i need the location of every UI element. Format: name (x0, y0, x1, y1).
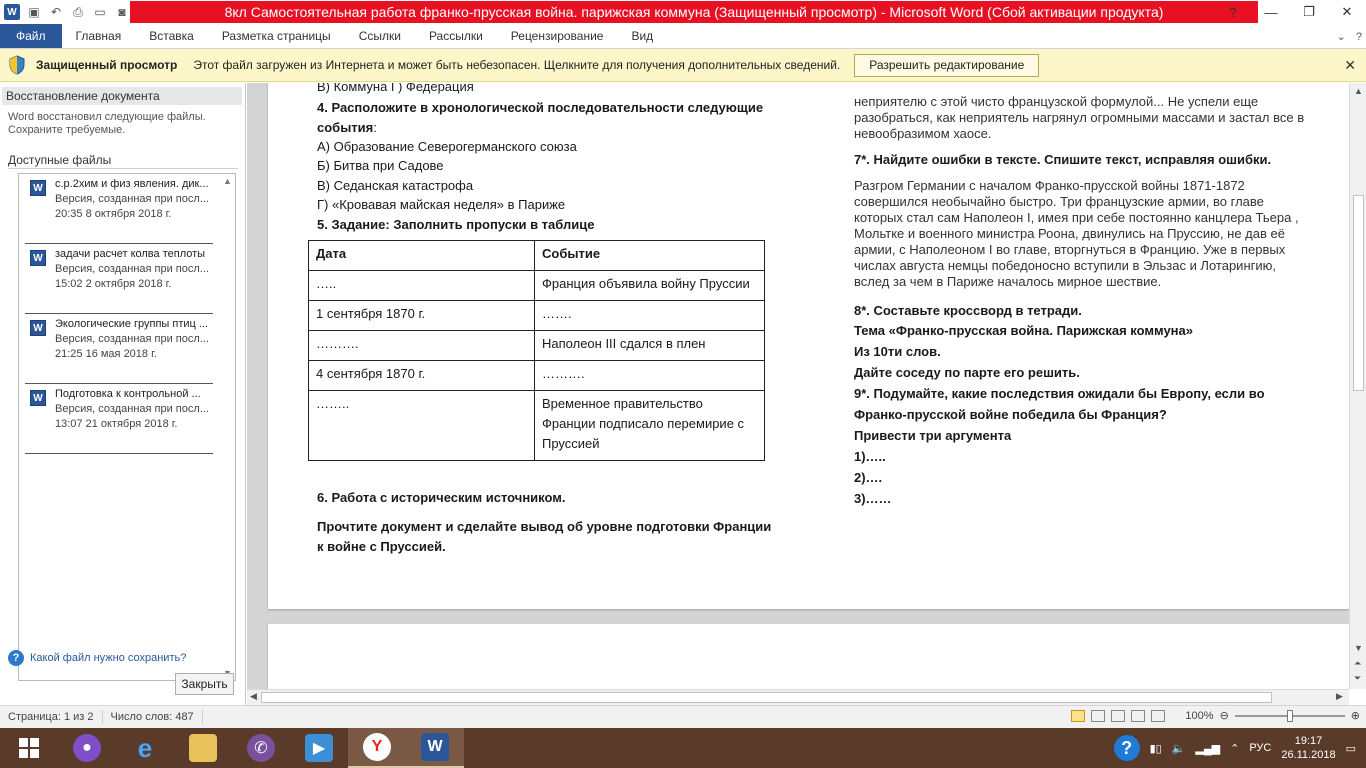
list-item[interactable] (25, 384, 213, 454)
table-header-row (309, 241, 765, 271)
q4-events-word: события (317, 120, 374, 135)
previous-page-icon[interactable]: ⏶ (1354, 658, 1362, 668)
zoom-level[interactable]: 100% (1185, 709, 1214, 722)
which-file-help-link[interactable] (8, 650, 186, 666)
window-controls (1214, 0, 1366, 24)
q4-colon: : (373, 120, 377, 135)
file-version: Версия, созданная при посл... (55, 333, 209, 345)
cut-text-line: В) Коммуна Г) Федерация (317, 83, 474, 94)
horizontal-scrollbar[interactable] (247, 689, 1349, 705)
word-icon: W (421, 733, 449, 761)
document-page-2[interactable] (268, 624, 1349, 689)
recovered-files-list (18, 173, 236, 681)
ribbon-expand-icon[interactable]: ⌄ (1336, 31, 1346, 43)
tab-review[interactable]: Рецензирование (510, 29, 604, 43)
undo-icon[interactable]: ↶ (50, 5, 62, 19)
vertical-scrollbar[interactable] (1349, 83, 1366, 689)
windows-logo-icon (19, 738, 39, 758)
scroll-left-icon[interactable]: ◀ (250, 691, 257, 701)
vertical-scroll-thumb[interactable] (1353, 195, 1364, 391)
q7-text-line: Разгром Германии с началом Франко-прусской войны 1871-1872 (854, 178, 1245, 193)
word-doc-icon: W (30, 390, 46, 406)
tab-mailings[interactable]: Рассылки (428, 29, 483, 43)
status-bar (0, 705, 1366, 728)
clock[interactable] (1281, 734, 1335, 762)
file-date: 13:07 21 октября 2018 г. (55, 418, 178, 430)
word-app-icon[interactable]: W (2, 2, 22, 22)
table-header-event: Событие (535, 241, 765, 271)
question-4-heading: 4. Расположите в хронологической последовательности следующие (317, 100, 764, 115)
table-cell: Франция объявила войну Пруссии (535, 271, 765, 301)
restore-button[interactable]: ❐ (1303, 4, 1315, 19)
word-doc-icon: W (30, 320, 46, 336)
question-5-heading: 5. Задание: Заполнить пропуски в таблице (317, 217, 595, 232)
file-version: Версия, созданная при посл... (55, 193, 209, 205)
word-count[interactable]: Число слов: 487 (103, 710, 203, 724)
question-8-heading: 8*. Составьте кроссворд в тетради. (854, 303, 1082, 318)
question-9-heading: 9*. Подумайте, какие последствия ожидали бы Европу, если во (854, 386, 1265, 401)
question-9-args: Привести три аргумента (854, 428, 1012, 443)
notifications-icon[interactable]: ▭ (1345, 742, 1356, 755)
tab-file[interactable]: Файл (0, 24, 62, 48)
viber-icon: ✆ (247, 734, 275, 762)
list-item[interactable] (25, 174, 213, 244)
q7-text-line: совершился необычайно быстро. Три французские армии, во главе (854, 194, 1264, 209)
close-pane-button[interactable]: Закрыть (175, 673, 234, 695)
table-cell: ….. (309, 271, 535, 301)
question-8-theme: Тема «Франко-прусская война. Парижская коммуна» (854, 323, 1193, 338)
document-area[interactable] (247, 83, 1349, 689)
list-item[interactable] (25, 244, 213, 314)
system-tray (1114, 728, 1366, 768)
q7-text-line: Мольтке и военного министра Роона, двинулись на Пруссию, не дав её (854, 226, 1285, 241)
scroll-up-icon[interactable]: ▲ (223, 176, 232, 186)
horizontal-scroll-thumb[interactable] (261, 692, 1272, 703)
clock-date: 26.11.2018 (1281, 749, 1336, 761)
file-name: с.р.2хим и физ явления. дик... (55, 178, 209, 190)
question-9-heading-cont: Франко-прусской войне победила бы Франция? (854, 407, 1167, 422)
tray-expand-icon[interactable]: ⌃ (1230, 742, 1240, 755)
help-circle-icon: ? (8, 650, 24, 666)
start-button[interactable] (0, 728, 58, 768)
list-item[interactable] (25, 314, 213, 384)
zoom-in-icon[interactable]: ⊕ (1350, 710, 1360, 722)
files-scrollbar[interactable] (221, 174, 235, 680)
question-6-text: к войне с Пруссией. (317, 539, 446, 554)
viber-button[interactable] (232, 728, 290, 768)
close-icon[interactable]: ✕ (1344, 57, 1356, 73)
table-header-date: Дата (309, 241, 535, 271)
web-layout-icon[interactable] (1111, 710, 1125, 722)
zoom-out-icon[interactable]: ⊖ (1219, 710, 1229, 722)
table-row (309, 361, 765, 391)
protected-view-message[interactable]: Этот файл загружен из Интернета и может быть небезопасен. Щелкните для получения дополнительных сведений. (193, 58, 841, 72)
which-file-text[interactable]: Какой файл нужно сохранить? (30, 652, 187, 664)
print-layout-view-icon[interactable] (1071, 710, 1085, 722)
help-icon[interactable]: ? (1355, 30, 1362, 43)
source-text-line: разобраться, как неприятель нагрянул огромными массами и застал все в (854, 110, 1305, 125)
q7-text-line: числах августа немцы победоносно вступили в Эльзас и Лотарингию, (854, 258, 1276, 273)
table-row (309, 331, 765, 361)
yandex-browser-button[interactable] (348, 728, 406, 768)
protected-view-bar (0, 49, 1366, 82)
word-taskbar-button[interactable] (406, 728, 464, 768)
event-item: В) Седанская катастрофа (317, 178, 474, 193)
tab-page-layout[interactable]: Разметка страницы (221, 29, 331, 43)
draft-view-icon[interactable] (1151, 710, 1165, 722)
table-row (309, 271, 765, 301)
outline-view-icon[interactable] (1131, 710, 1145, 722)
table-cell: 4 сентября 1870 г. (309, 361, 535, 391)
next-page-icon[interactable]: ⏷ (1354, 673, 1362, 683)
media-player-icon: ▶ (305, 734, 333, 762)
tab-view[interactable]: Вид (631, 29, 654, 43)
help-circle-icon[interactable]: ? (1114, 735, 1140, 761)
folder-icon (189, 734, 217, 762)
q7-text-line: вслед за чем в Париже началось мирное шествие. (854, 274, 1162, 289)
word-doc-icon: W (30, 180, 46, 196)
file-version: Версия, созданная при посл... (55, 263, 209, 275)
file-name: задачи расчет колва теплоты (55, 248, 206, 260)
windows-taskbar (0, 728, 1366, 768)
table-cell: Наполеон III сдался в плен (535, 331, 765, 361)
table-cell: ……. (535, 301, 765, 331)
save-icon[interactable]: ▣ (28, 5, 40, 19)
available-files-label: Доступные файлы (8, 153, 238, 169)
scroll-up-icon[interactable]: ▲ (1354, 86, 1363, 96)
media-player-button[interactable] (290, 728, 348, 768)
window-title: 8кл Самостоятельная работа франко-прусская война. парижская коммуна (Защищенный просмотр) - Microsoft Word (Сбой активации продукта) (130, 1, 1258, 23)
file-name: Подготовка к контрольной ... (55, 388, 201, 400)
page-counter[interactable]: Страница: 1 из 2 (0, 710, 103, 724)
file-explorer-button[interactable] (174, 728, 232, 768)
scroll-right-icon[interactable]: ▶ (1336, 691, 1343, 701)
answer-line: 3)…… (854, 491, 892, 506)
q7-text-line: которых стал сам Наполеон I, имея при себе постоянно канцлера Тьера , (854, 210, 1299, 225)
file-date: 20:35 8 октября 2018 г. (55, 208, 172, 220)
recovery-info: Word восстановил следующие файлы. Сохраните требуемые. (8, 111, 206, 136)
signal-icon[interactable]: ▂▄▆ (1195, 742, 1221, 755)
question-7-heading: 7*. Найдите ошибки в тексте. Спишите текст, исправляя ошибки. (854, 152, 1272, 167)
tab-home[interactable]: Главная (75, 29, 122, 43)
question-8-neighbor: Дайте соседу по парте его решить. (854, 365, 1080, 380)
file-version: Версия, созданная при посл... (55, 403, 209, 415)
source-text-line: невообразимом хаосе. (854, 126, 992, 141)
recovery-pane-header: Восстановление документа (2, 87, 242, 105)
word-doc-icon: W (30, 250, 46, 266)
ribbon-tabs (0, 24, 1366, 49)
event-item: А) Образование Северогерманского союза (317, 139, 577, 154)
enable-editing-button[interactable]: Разрешить редактирование (854, 54, 1039, 77)
event-item: Б) Битва при Садове (317, 158, 444, 173)
answer-line: 2)…. (854, 470, 883, 485)
network-icon[interactable]: ▮▯ (1149, 742, 1162, 755)
print-icon[interactable]: ⎙ (73, 4, 83, 19)
table-cell: Временное правительство Франции подписало перемирие с Пруссией (535, 391, 765, 461)
protected-view-title: Защищенный просмотр (36, 58, 178, 72)
event-item: Г) «Кровавая майская неделя» в Париже (317, 197, 566, 212)
document-recovery-pane (0, 83, 246, 705)
full-screen-reading-icon[interactable] (1091, 710, 1105, 722)
save-disk-icon[interactable]: ◙ (118, 5, 126, 19)
help-button[interactable]: ? (1229, 4, 1237, 20)
scroll-down-icon[interactable]: ▼ (1354, 643, 1363, 653)
volume-icon[interactable]: 🔈 (1171, 742, 1186, 755)
file-name: Экологические группы птиц ... (55, 318, 209, 330)
table-cell: …….. (309, 391, 535, 461)
table-row (309, 301, 765, 331)
table-cell: ………. (535, 361, 765, 391)
answer-line: 1)….. (854, 449, 886, 464)
cortana-button[interactable] (58, 728, 116, 768)
tab-insert[interactable]: Вставка (149, 29, 194, 43)
internet-explorer-button[interactable] (116, 728, 174, 768)
file-date: 15:02 2 октября 2018 г. (55, 278, 172, 290)
q7-text-line: армии, с Наполеоном I во главе, вторгнуться в Францию. Уже в первых (854, 242, 1286, 257)
question-8-words: Из 10ти слов. (854, 344, 941, 359)
language-indicator[interactable]: РУС (1249, 742, 1272, 754)
file-date: 21:25 16 мая 2018 г. (55, 348, 157, 360)
shield-icon (8, 55, 26, 75)
table-cell: ………. (309, 331, 535, 361)
tab-references[interactable]: Ссылки (358, 29, 401, 43)
open-icon[interactable]: ▭ (94, 5, 106, 19)
title-bar (0, 0, 1366, 24)
minimize-button[interactable]: — (1264, 4, 1278, 20)
microphone-icon: ● (73, 734, 101, 762)
question-6-heading: 6. Работа с историческим источником. (317, 490, 566, 505)
table-cell: 1 сентября 1870 г. (309, 301, 535, 331)
yandex-icon: Y (363, 733, 391, 761)
close-button[interactable]: ✕ (1341, 4, 1353, 19)
zoom-slider-knob[interactable] (1287, 710, 1293, 722)
question-4-subheading (317, 120, 377, 135)
table-row (309, 391, 765, 461)
zoom-slider[interactable] (1235, 715, 1345, 717)
question-6-text: Прочтите документ и сделайте вывод об уровне подготовки Франции (317, 519, 772, 534)
internet-explorer-icon: e (137, 732, 153, 763)
source-text-line: неприятелю с этой чисто французской формулой... Не успели еще (854, 94, 1259, 109)
clock-time: 19:17 (1294, 735, 1323, 747)
dates-events-table (308, 240, 765, 461)
document-page[interactable] (268, 83, 1349, 609)
